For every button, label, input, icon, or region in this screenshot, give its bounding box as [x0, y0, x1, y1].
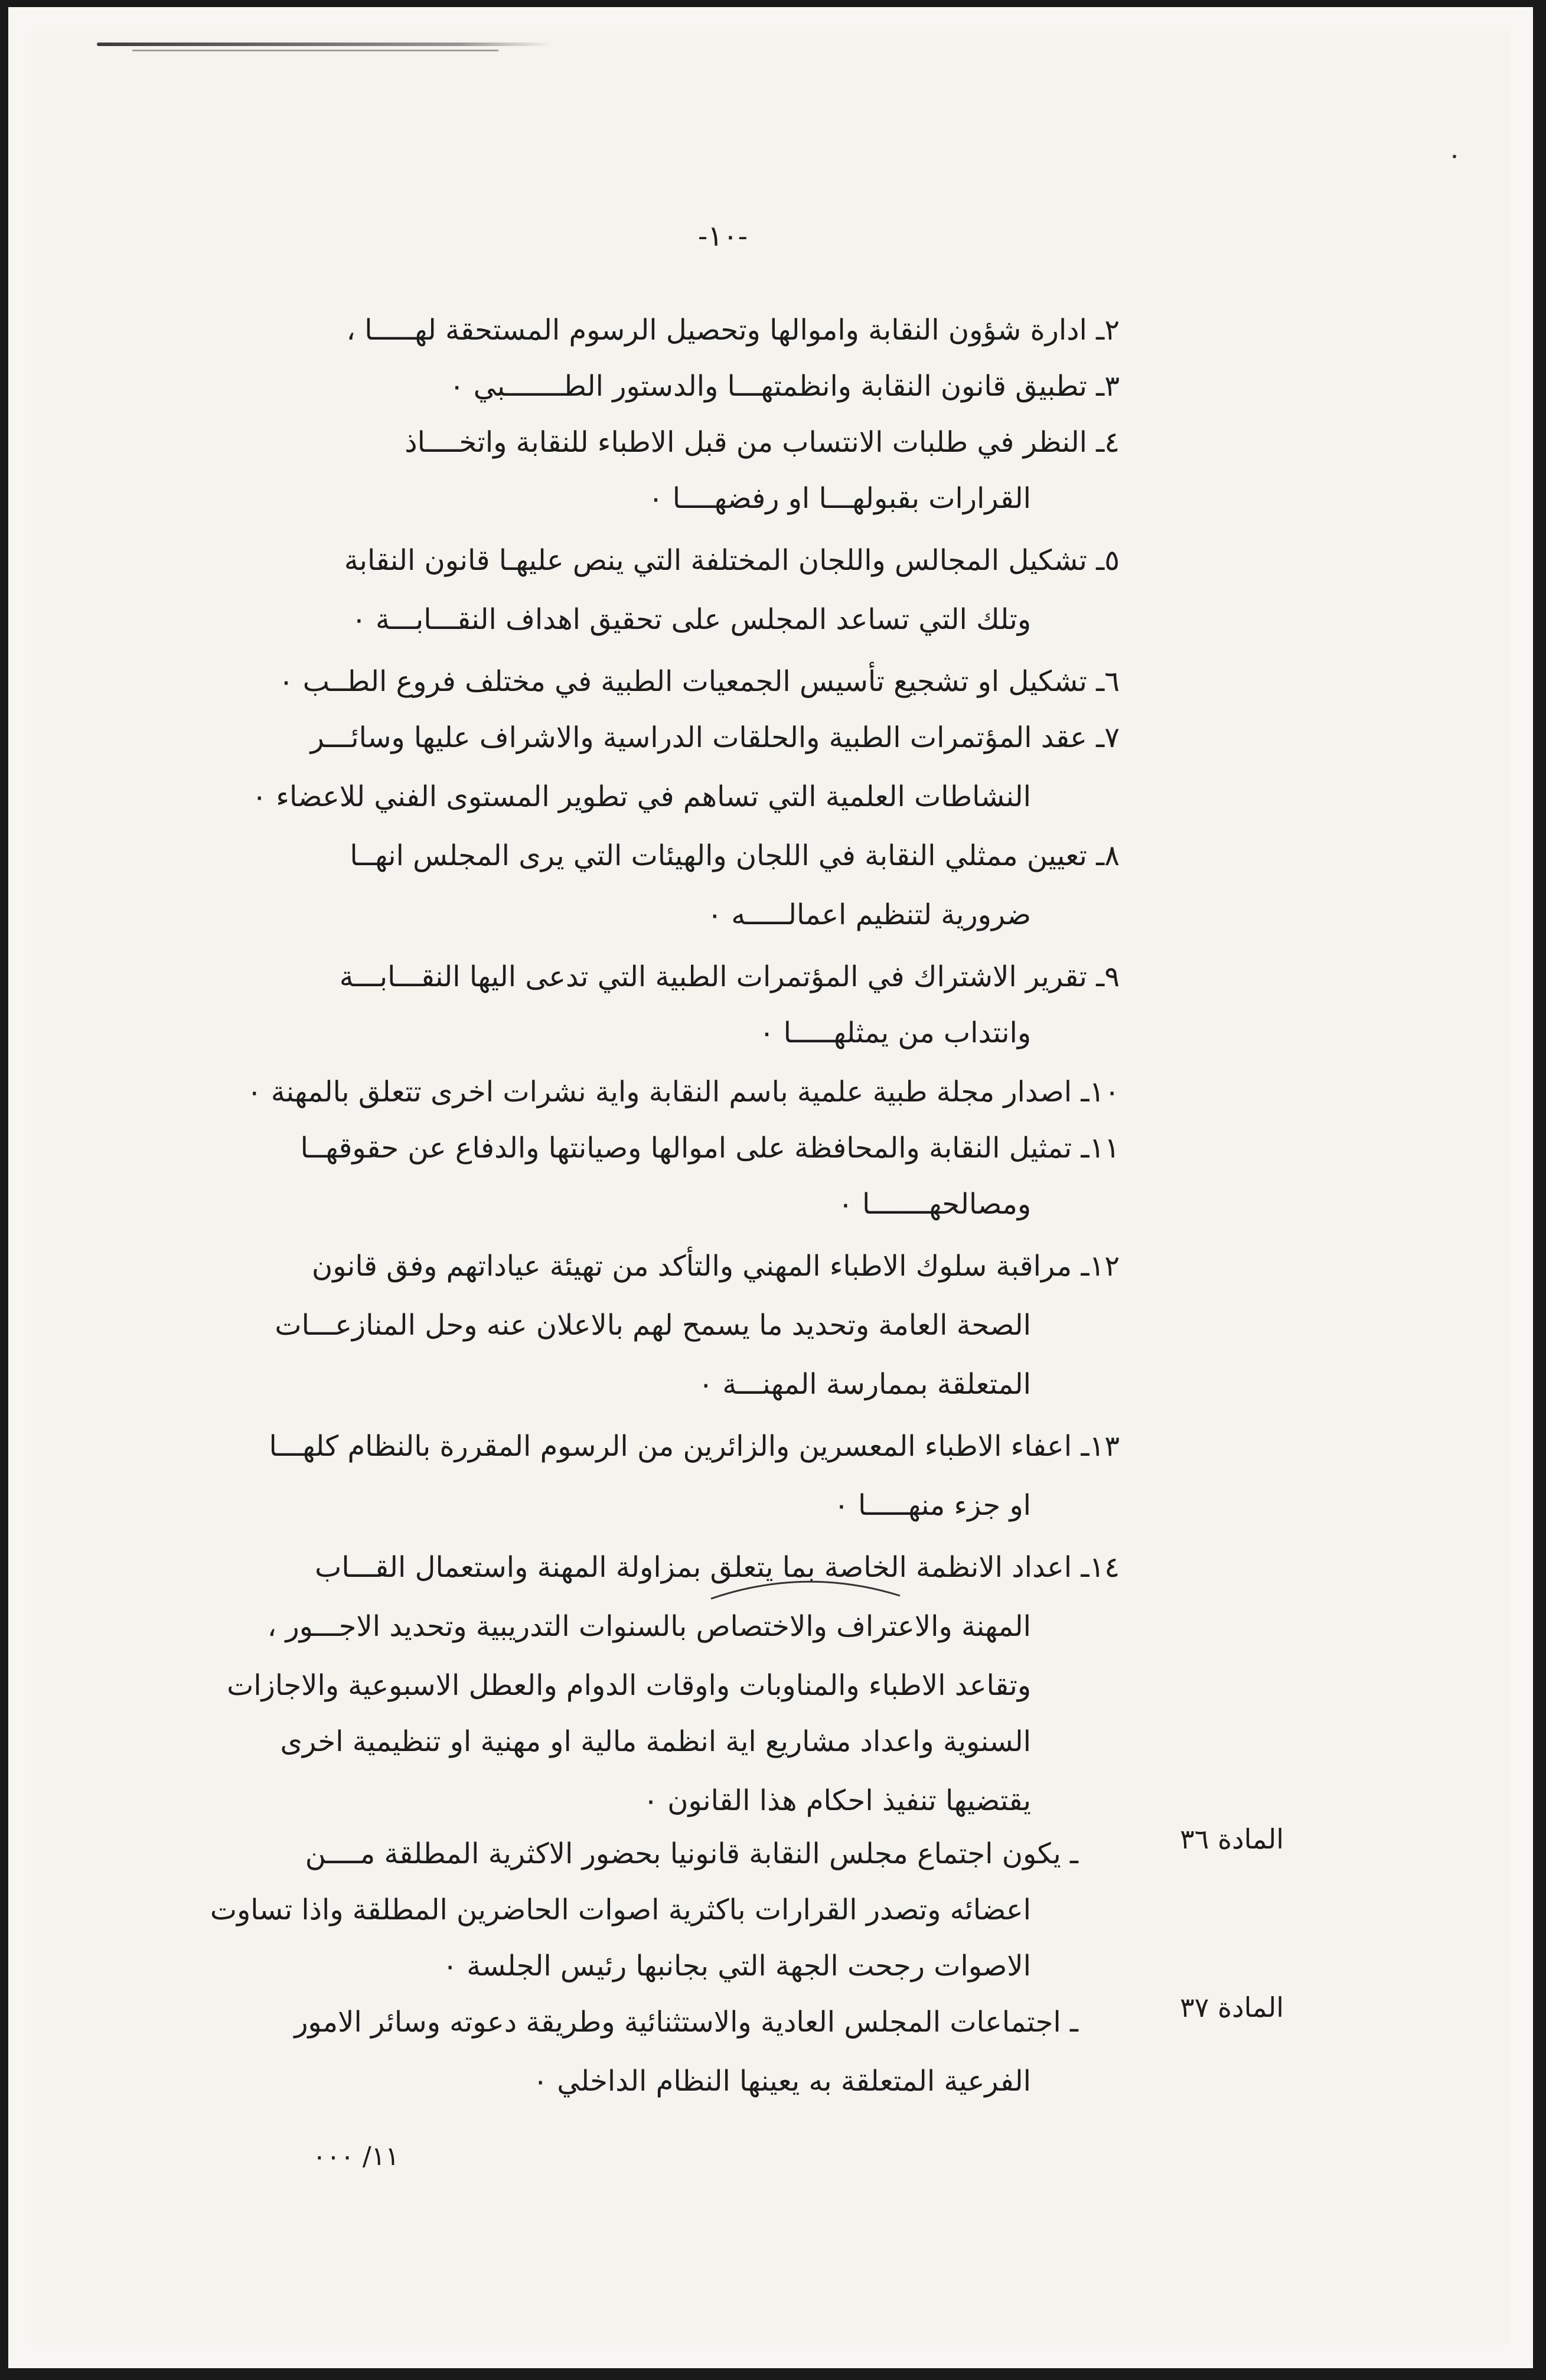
clause-line: او جزء منهـــــا ٠ [833, 1489, 1031, 1522]
clause-line: اعضائه وتصدر القرارات باكثرية اصوات الحاضرين المطلقة واذا تساوت [210, 1893, 1031, 1926]
clause-line: ٦ـ تشكيل او تشجيع تأسيس الجمعيات الطبية في مختلف فروع الطــب ٠ [278, 665, 1120, 698]
clause-line: ومصالحهـــــــا ٠ [838, 1188, 1031, 1221]
clause-line: يقتضيها تنفيذ احكام هذا القانون ٠ [643, 1784, 1031, 1817]
clause-line: ـ اجتماعات المجلس العادية والاستثنائية وطريقة دعوته وسائر الامور [294, 2006, 1078, 2039]
clause-line: القرارات بقبولهـــا او رفضهــــا ٠ [648, 482, 1031, 515]
clause-line: ـ يكون اجتماع مجلس النقابة قانونيا بحضور الاكثرية المطلقة مــــن [305, 1837, 1078, 1870]
clause-line: ٩ـ تقرير الاشتراك في المؤتمرات الطبية التي تدعى اليها النقـــابـــة [339, 960, 1120, 993]
clause-line: ٣ـ تطبيق قانون النقابة وانظمتهـــا والدستور الطـــــــبي ٠ [449, 370, 1120, 403]
clause-line: ٨ـ تعيين ممثلي النقابة في اللجان والهيئات التي يرى المجلس انهــا [350, 839, 1120, 872]
scan-smudge-top-secondary [132, 50, 498, 51]
clause-line: وتلك التي تساعد المجلس على تحقيق اهداف النقـــابـــة ٠ [351, 603, 1031, 636]
clause-line: وانتداب من يمثلهـــــا ٠ [759, 1016, 1031, 1049]
clause-line: ١٤ـ اعداد الانظمة الخاصة بما يتعلق بمزاولة المهنة واستعمال القـــاب [315, 1551, 1120, 1584]
article-label-37: المادة ٣٧ [1179, 1991, 1284, 2023]
pen-mark [705, 1572, 906, 1608]
clause-line: السنوية واعداد مشاريع اية انظمة مالية او مهنية او تنظيمية اخرى [280, 1725, 1031, 1758]
clause-line: ٢ـ ادارة شؤون النقابة واموالها وتحصيل الرسوم المستحقة لهـــــا ، [346, 314, 1120, 347]
clause-line: الاصوات رجحت الجهة التي بجانبها رئيس الجلسة ٠ [442, 1949, 1031, 1983]
clause-line: النشاطات العلمية التي تساهم في تطوير المستوى الفني للاعضاء ٠ [252, 780, 1031, 813]
clause-line: ١٠ـ اصدار مجلة طبية علمية باسم النقابة واية نشرات اخرى تتعلق بالمهنة ٠ [246, 1075, 1120, 1109]
clause-line: الفرعية المتعلقة به يعينها النظام الداخلي ٠ [533, 2065, 1031, 2098]
scan-smudge-top [97, 43, 552, 46]
scan-speck [1453, 155, 1456, 158]
clause-line: ٧ـ عقد المؤتمرات الطبية والحلقات الدراسية والاشراف عليها وسائـــر [310, 721, 1120, 754]
clause-line: ٤ـ النظر في طلبات الانتساب من قبل الاطباء للنقابة واتخــــاذ [405, 426, 1120, 459]
clause-line: المهنة والاعتراف والاختصاص بالسنوات التدريبية وتحديد الاجـــور ، [267, 1610, 1031, 1643]
article-label-36: المادة ٣٦ [1179, 1823, 1284, 1855]
clause-line: ١٣ـ اعفاء الاطباء المعسرين والزائرين من الرسوم المقررة بالنظام كلهـــا [269, 1430, 1120, 1463]
clause-line: الصحة العامة وتحديد ما يسمح لهم بالاعلان عنه وحل المنازعـــات [275, 1309, 1031, 1342]
continuation-mark: ١١/ ٠٠٠ [312, 2141, 399, 2172]
clause-line: ضرورية لتنظيم اعمالـــــه ٠ [707, 898, 1031, 931]
clause-line: المتعلقة بممارسة المهنـــة ٠ [698, 1368, 1031, 1401]
clause-line: ١١ـ تمثيل النقابة والمحافظة على اموالها وصيانتها والدفاع عن حقوقهــا [300, 1132, 1120, 1165]
page-number: -١٠- [698, 220, 748, 253]
clause-line: وتقاعد الاطباء والمناوبات واوقات الدوام والعطل الاسبوعية والاجازات [227, 1669, 1031, 1702]
clause-line: ١٢ـ مراقبة سلوك الاطباء المهني والتأكد من تهيئة عياداتهم وفق قانون [311, 1250, 1120, 1283]
clause-line: ٥ـ تشكيل المجالس واللجان المختلفة التي ينص عليهـا قانون النقابة [344, 544, 1120, 577]
